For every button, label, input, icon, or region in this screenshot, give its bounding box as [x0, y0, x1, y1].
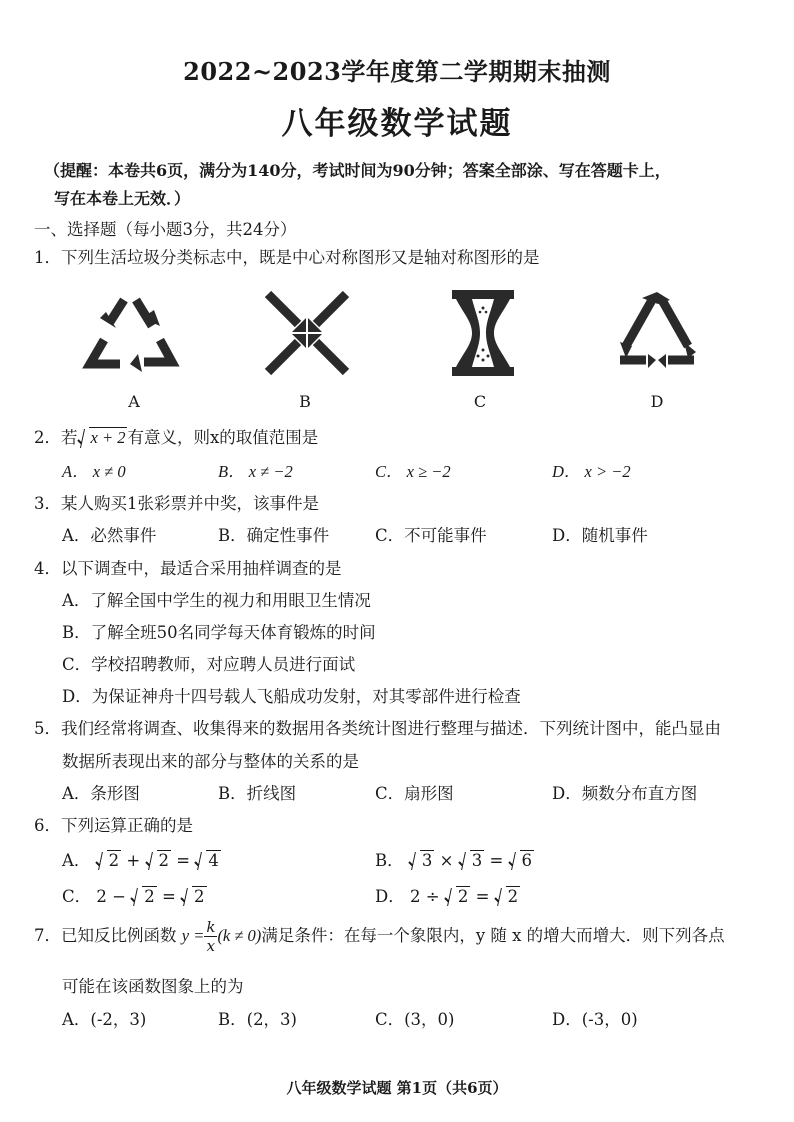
notice-line2: 写在本卷上无效．） [54, 189, 191, 208]
q4-option-c: C．学校招聘教师，对应聘人员进行面试 [62, 655, 356, 674]
q3-option-a: A．必然事件 [62, 526, 157, 545]
question-4-stem: 4．以下调查中，最适合采用抽样调查的是 [34, 559, 342, 578]
q5-option-c: C．扇形图 [375, 784, 454, 803]
recycle-open-triangle-icon [612, 288, 702, 380]
q2-option-c: C． x ≥ −2 [375, 462, 451, 481]
sqrt-expression: 2 [495, 886, 521, 906]
recycle-triangle-icon [80, 288, 180, 378]
q7-option-c: C．(3，0) [375, 1010, 455, 1029]
q6-option-d: D． 2 ÷ 2 = 2 [375, 887, 519, 906]
q3-option-d: D．随机事件 [552, 526, 648, 545]
sqrt-expression [78, 427, 128, 448]
q4-option-a: A．了解全国中学生的视力和用眼卫生情况 [62, 591, 371, 610]
q1-label-b: B [299, 392, 311, 411]
question-7-line1 [34, 918, 725, 955]
cross-arrows-icon [262, 288, 352, 378]
q3-option-b: B．确定性事件 [218, 526, 330, 545]
q7-option-a: A．(-2，3) [62, 1010, 147, 1029]
q7-rest: 满足条件：在每一个象限内，y 随 x 的增大而增大．则下列各点 [261, 926, 725, 945]
page-footer: 八年级数学试题 第1页（共6页） [286, 1079, 508, 1097]
q7-func-lhs: y = [181, 926, 205, 945]
q6-option-c: C． 2 − 2 = 2 [62, 887, 205, 906]
q1-label-a: A [128, 392, 140, 411]
q5-option-a: A．条形图 [62, 784, 140, 803]
question-7-line2: 可能在该函数图象上的为 [62, 977, 244, 996]
sqrt-expression: 3 [459, 850, 485, 870]
question-6-stem: 6．下列运算正确的是 [34, 816, 193, 835]
fraction: $\frac{k}{x}$ [206, 918, 216, 955]
q6-option-a: A． 2 + 2 = 4 [62, 851, 219, 870]
q2-option-a: A． x ≠ 0 [62, 462, 126, 481]
sqrt-expression: 2 [445, 886, 471, 906]
q2-option-b: B． x ≠ −2 [218, 462, 293, 481]
q5-option-b: B．折线图 [218, 784, 297, 803]
sqrt-expression: 2 [131, 886, 157, 906]
question-2-stem [34, 424, 318, 448]
question-3-stem: 3．某人购买1张彩票并中奖，该事件是 [34, 494, 319, 513]
q6-option-b: B． 3 × 3 = 6 [375, 851, 533, 870]
q7-number: 7．已知反比例函数 [34, 926, 177, 945]
question-1-stem: 1．下列生活垃圾分类标志中，既是中心对称图形又是轴对称图形的是 [34, 248, 540, 267]
sqrt-expression: 3 [409, 850, 435, 870]
question-5-line1: 5．我们经常将调查、收集得来的数据用各类统计图进行整理与描述．下列统计图中，能凸显由 [34, 719, 721, 738]
section-heading: 一、选择题（每小题3分，共24分） [34, 220, 297, 239]
sqrt-expression: 2 [181, 886, 207, 906]
q4-option-d: D．为保证神舟十四号载人飞船成功发射，对其零部件进行检查 [62, 687, 521, 706]
q7-condition: (k ≠ 0) [217, 926, 262, 945]
sqrt-expression: 6 [509, 850, 535, 870]
question-5-line2: 数据所表现出来的部分与整体的关系的是 [62, 752, 359, 771]
notice-line1: （提醒：本卷共6页，满分为140分，考试时间为90分钟；答案全部涂、写在答题卡上， [44, 161, 671, 180]
q7-option-b: B．(2，3) [218, 1010, 297, 1029]
sqrt-expression: 2 [96, 850, 122, 870]
q2-option-d: D． x > −2 [552, 462, 631, 481]
q2-rest: 有意义，则x的取值范围是 [127, 428, 319, 447]
q7-option-d: D．(-3，0) [552, 1010, 638, 1029]
q4-option-b: B．了解全班50名同学每天体育锻炼的时间 [62, 623, 376, 642]
exam-subject: 八年级数学试题 [281, 106, 513, 142]
q1-label-d: D [650, 392, 664, 411]
q5-option-d: D．频数分布直方图 [552, 784, 698, 803]
q2-radicand: x + 2 [90, 428, 126, 447]
q2-number: 2．若 [34, 428, 78, 447]
exam-title: 2022~2023学年度第二学期期末抽测 [183, 57, 611, 86]
hourglass-icon [450, 288, 516, 378]
sqrt-expression: 2 [146, 850, 172, 870]
q3-option-c: C．不可能事件 [375, 526, 487, 545]
sqrt-expression: 4 [195, 850, 221, 870]
q1-label-c: C [473, 392, 487, 411]
